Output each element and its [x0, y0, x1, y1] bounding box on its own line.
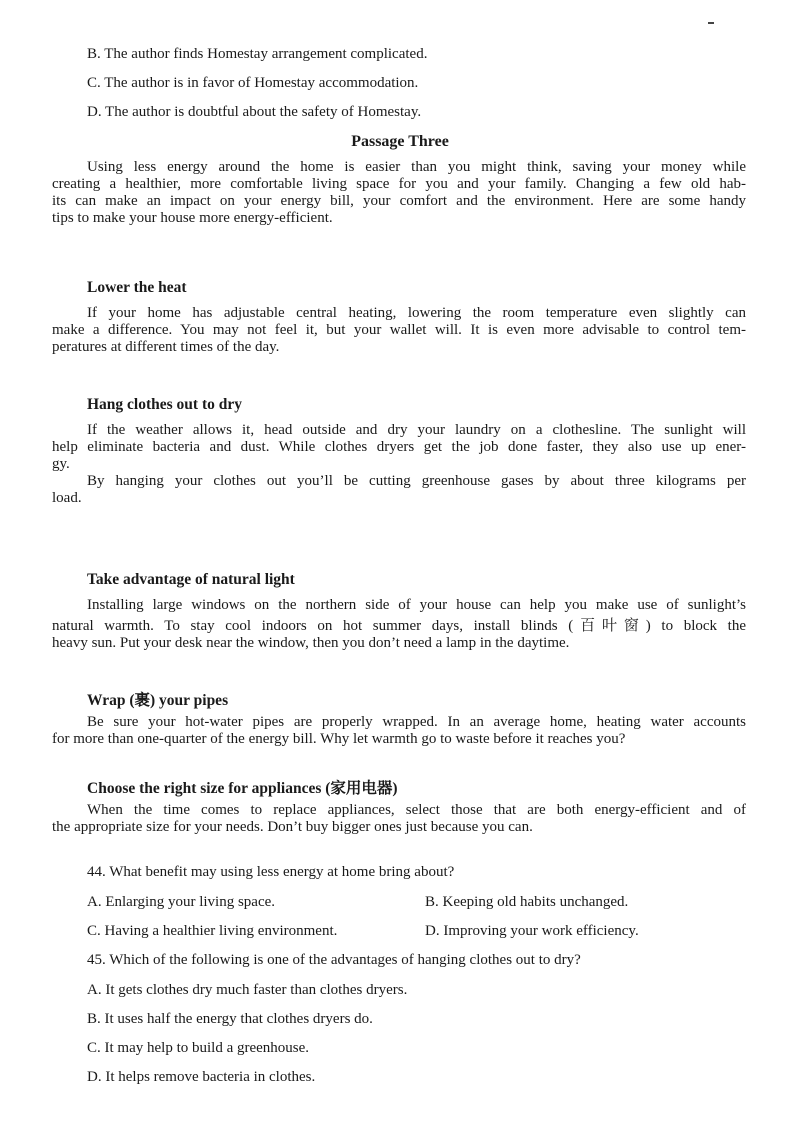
q45-option-b[interactable]: B. It uses half the energy that clothes dryers do.	[87, 1011, 373, 1027]
section-heading-light: Take advantage of natural light	[87, 571, 295, 588]
intro-line: tips to make your house more energy-efficient.	[52, 210, 333, 226]
section-heading-pipes: Wrap (裹) your pipes	[87, 692, 229, 709]
q44-option-d[interactable]: D. Improving your work efficiency.	[425, 923, 639, 939]
appliances-paragraph	[52, 802, 746, 836]
passage-title: Passage Three	[351, 133, 449, 150]
heat-line: peratures at different times of the day.	[52, 339, 280, 355]
q44-option-c[interactable]: C. Having a healthier living environment.	[87, 923, 338, 939]
heat-line: If your home has adjustable central heating, lowering the room temperature even slightly can	[87, 305, 746, 321]
question-44-stem: 44. What benefit may using less energy at home bring about?	[87, 864, 455, 880]
intro-line: Using less energy around the home is easier than you might think, saving your money while	[87, 159, 746, 175]
appliances-line: the appropriate size for your needs. Don’t buy bigger ones just because you can.	[52, 819, 533, 835]
pipes-paragraph	[52, 714, 746, 748]
q45-option-c[interactable]: C. It may help to build a greenhouse.	[87, 1040, 310, 1056]
intro-paragraph	[52, 159, 746, 227]
section-heading-appliances: Choose the right size for appliances (家用电器)	[87, 780, 398, 797]
prev-option-b: B. The author finds Homestay arrangement complicated.	[87, 46, 428, 62]
dry-line: load.	[52, 490, 82, 506]
light-line: Installing large windows on the northern side of your house can help you make use of sunlight’s	[87, 597, 746, 613]
question-45-stem: 45. Which of the following is one of the advantages of hanging clothes out to dry?	[87, 952, 581, 968]
corner-mark	[708, 22, 714, 24]
dry-line: If the weather allows it, head outside and dry your laundry on a clothesline. The sunlight will	[87, 422, 746, 438]
pipes-line: Be sure your hot-water pipes are properly wrapped. In an average home, heating water accounts	[87, 714, 746, 730]
dry-line: By hanging your clothes out you’ll be cutting greenhouse gases by about three kilograms per	[87, 473, 746, 489]
light-paragraph	[52, 597, 746, 652]
section-heading-dry: Hang clothes out to dry	[87, 396, 242, 413]
q45-option-d[interactable]: D. It helps remove bacteria in clothes.	[87, 1069, 316, 1085]
light-line: natural warmth. To stay cool indoors on hot summer days, install blinds (百叶窗) to block the	[52, 618, 746, 634]
dry-line: gy.	[52, 456, 70, 472]
q44-option-a[interactable]: A. Enlarging your living space.	[87, 894, 276, 910]
pipes-line: for more than one-quarter of the energy bill. Why let warmth go to waste before it reaches you?	[52, 731, 626, 747]
intro-line: its can make an impact on your energy bill, your comfort and the environment. Here are some handy	[52, 193, 746, 209]
dry-line: help eliminate bacteria and dust. While clothes dryers get the job done faster, they also use up ener-	[52, 439, 746, 455]
section-heading-heat: Lower the heat	[87, 279, 187, 296]
heat-paragraph	[52, 305, 746, 356]
dry-paragraph	[52, 422, 746, 507]
appliances-line: When the time comes to replace appliances, select those that are both energy-efficient and of	[87, 802, 746, 818]
intro-line: creating a healthier, more comfortable living space for you and your family. Changing a few old hab-	[52, 176, 746, 192]
q45-option-a[interactable]: A. It gets clothes dry much faster than clothes dryers.	[87, 982, 408, 998]
prev-option-c: C. The author is in favor of Homestay accommodation.	[87, 75, 419, 91]
light-line: heavy sun. Put your desk near the window, then you don’t need a lamp in the daytime.	[52, 635, 570, 651]
heat-line: make a difference. You may not feel it, but your wallet will. It is even more advisable to control tem-	[52, 322, 746, 338]
q44-option-b[interactable]: B. Keeping old habits unchanged.	[425, 894, 629, 910]
prev-option-d: D. The author is doubtful about the safety of Homestay.	[87, 104, 422, 120]
